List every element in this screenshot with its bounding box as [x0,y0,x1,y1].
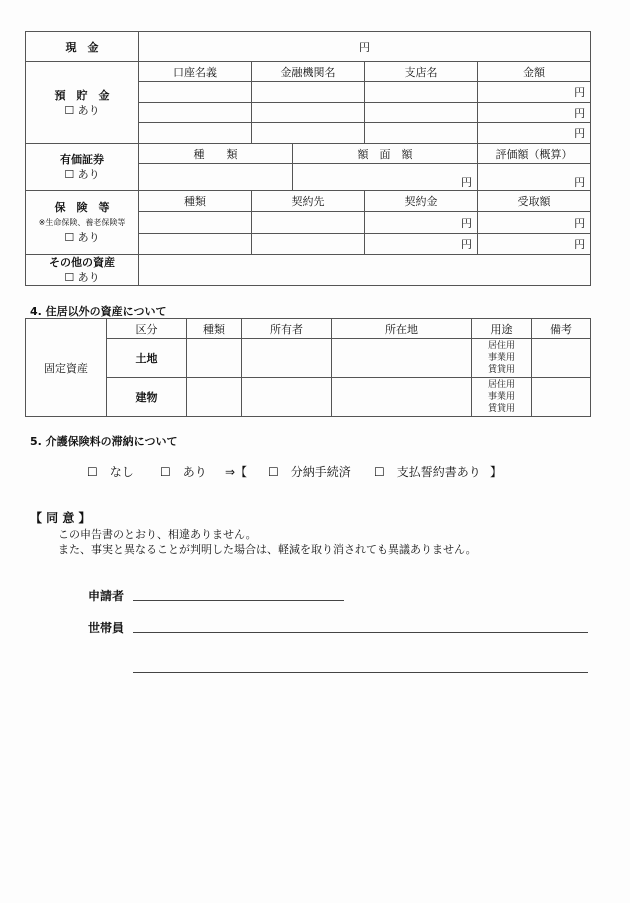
consent-title: 【 同 意 】 [30,511,91,525]
savings-cell[interactable] [365,123,478,144]
header-remarks: 備考 [532,319,591,339]
savings-cell[interactable] [365,103,478,123]
savings-header-bank: 金融機関名 [252,62,365,82]
arrears-bracket-close: 】 [490,465,503,479]
savings-cell[interactable] [139,82,252,103]
insurance-cell[interactable] [252,212,365,234]
yen-unit: 円 [461,176,472,189]
insurance-header-payout: 受取額 [478,191,591,212]
insurance-amount-cell[interactable] [365,234,478,255]
location-cell[interactable] [332,378,472,417]
owner-cell[interactable] [242,378,332,417]
savings-cell[interactable] [252,103,365,123]
yen-unit: 円 [461,238,472,251]
securities-header-type: 種 類 [139,144,293,164]
arrears-arrow: ⇒【 [225,465,248,479]
savings-cell[interactable] [139,123,252,144]
header-use: 用途 [472,319,532,339]
header-owner: 所有者 [242,319,332,339]
savings-label: 預 貯 金 [54,88,110,102]
applicant-label: 申請者 [88,589,125,603]
consent-line-1: この申告書のとおり、相違ありません。 [58,528,257,541]
use-rental[interactable]: 賃貸用 [487,365,515,375]
insurance-checkbox[interactable]: ☐ あり [64,231,100,244]
use-residential[interactable]: 居住用 [487,380,515,390]
yen-unit: 円 [574,216,586,230]
savings-amount-cell[interactable] [478,123,591,144]
applicant-signature-line[interactable] [133,600,344,601]
fixed-asset-label: 固定資産 [26,319,107,417]
cash-label: 現 金 [26,32,139,62]
savings-amount-cell[interactable] [478,82,591,103]
savings-header-holder: 口座名義 [139,62,252,82]
yen-unit: 円 [574,106,586,120]
asset-table [25,31,591,286]
savings-cell[interactable] [365,82,478,103]
location-cell[interactable] [332,339,472,378]
securities-label-cell [26,144,139,191]
type-cell[interactable] [187,339,242,378]
use-options [472,339,532,378]
savings-label-cell [26,62,139,144]
remarks-cell[interactable] [532,378,591,417]
consent-line-2: また、事実と異なることが判明した場合は、軽減を取り消されても異議ありません。 [58,543,477,556]
securities-value-cell[interactable] [478,164,591,191]
remarks-cell[interactable] [532,339,591,378]
fixed-asset-table [25,318,591,417]
type-cell[interactable] [187,378,242,417]
use-residential[interactable]: 居住用 [487,341,515,351]
yen-unit: 円 [574,238,586,251]
household-label: 世帯員 [88,621,125,635]
savings-header-branch: 支店名 [365,62,478,82]
other-label: その他の資産 [49,256,115,269]
yen-unit: 円 [574,86,586,99]
savings-cell[interactable] [139,103,252,123]
payment-pledge-checkbox[interactable]: ☐ 支払誓約書あり [374,465,481,479]
insurance-cell[interactable] [139,234,252,255]
category-building: 建物 [107,378,187,417]
insurance-amount-cell[interactable] [365,212,478,234]
household-signature-line[interactable] [133,632,588,633]
use-business[interactable]: 事業用 [487,353,515,363]
securities-face-cell[interactable] [293,164,478,191]
savings-cell[interactable] [252,123,365,144]
header-type: 種類 [187,319,242,339]
yen-unit: 円 [461,216,472,230]
insurance-header-contract-amount: 契約金 [365,191,478,212]
securities-header-face: 額 面 額 [293,144,478,164]
insurance-amount-cell[interactable] [478,212,591,234]
savings-amount-cell[interactable] [478,103,591,123]
securities-label: 有価証券 [60,153,104,166]
use-rental[interactable]: 賃貸用 [487,404,515,414]
use-options [472,378,532,417]
household-signature-line-2[interactable] [133,672,588,673]
insurance-label-cell [26,191,139,255]
yen-unit: 円 [574,127,586,140]
section5-title: 5. 介護保険料の滞納について [30,435,178,448]
yen-unit: 円 [359,40,371,54]
other-assets-field[interactable] [139,255,591,286]
savings-header-amount: 金額 [478,62,591,82]
header-category: 区分 [107,319,187,339]
section4-title: 4. 住居以外の資産について [30,305,167,318]
securities-cell[interactable] [139,164,293,191]
insurance-amount-cell[interactable] [478,234,591,255]
category-land: 土地 [107,339,187,378]
insurance-cell[interactable] [139,212,252,234]
savings-cell[interactable] [252,82,365,103]
securities-header-value: 評価額（概算） [478,144,591,164]
other-checkbox[interactable]: ☐ あり [64,271,100,284]
arrears-yes-checkbox[interactable]: ☐ あり [160,465,207,479]
arrears-none-checkbox[interactable]: ☐ なし [87,465,134,479]
insurance-header-contractor: 契約先 [252,191,365,212]
use-business[interactable]: 事業用 [487,392,515,402]
other-label-cell [26,255,139,286]
insurance-cell[interactable] [252,234,365,255]
cash-amount-field[interactable] [139,32,591,62]
insurance-note: ※生命保険、養老保険等 [38,218,126,227]
owner-cell[interactable] [242,339,332,378]
savings-checkbox[interactable]: ☐ あり [64,103,100,117]
insurance-header-type: 種類 [139,191,252,212]
securities-checkbox[interactable]: ☐ あり [64,168,100,181]
insurance-label: 保 険 等 [54,201,110,214]
header-location: 所在地 [332,319,472,339]
yen-unit: 円 [574,176,586,189]
installment-done-checkbox[interactable]: ☐ 分納手続済 [268,465,351,479]
